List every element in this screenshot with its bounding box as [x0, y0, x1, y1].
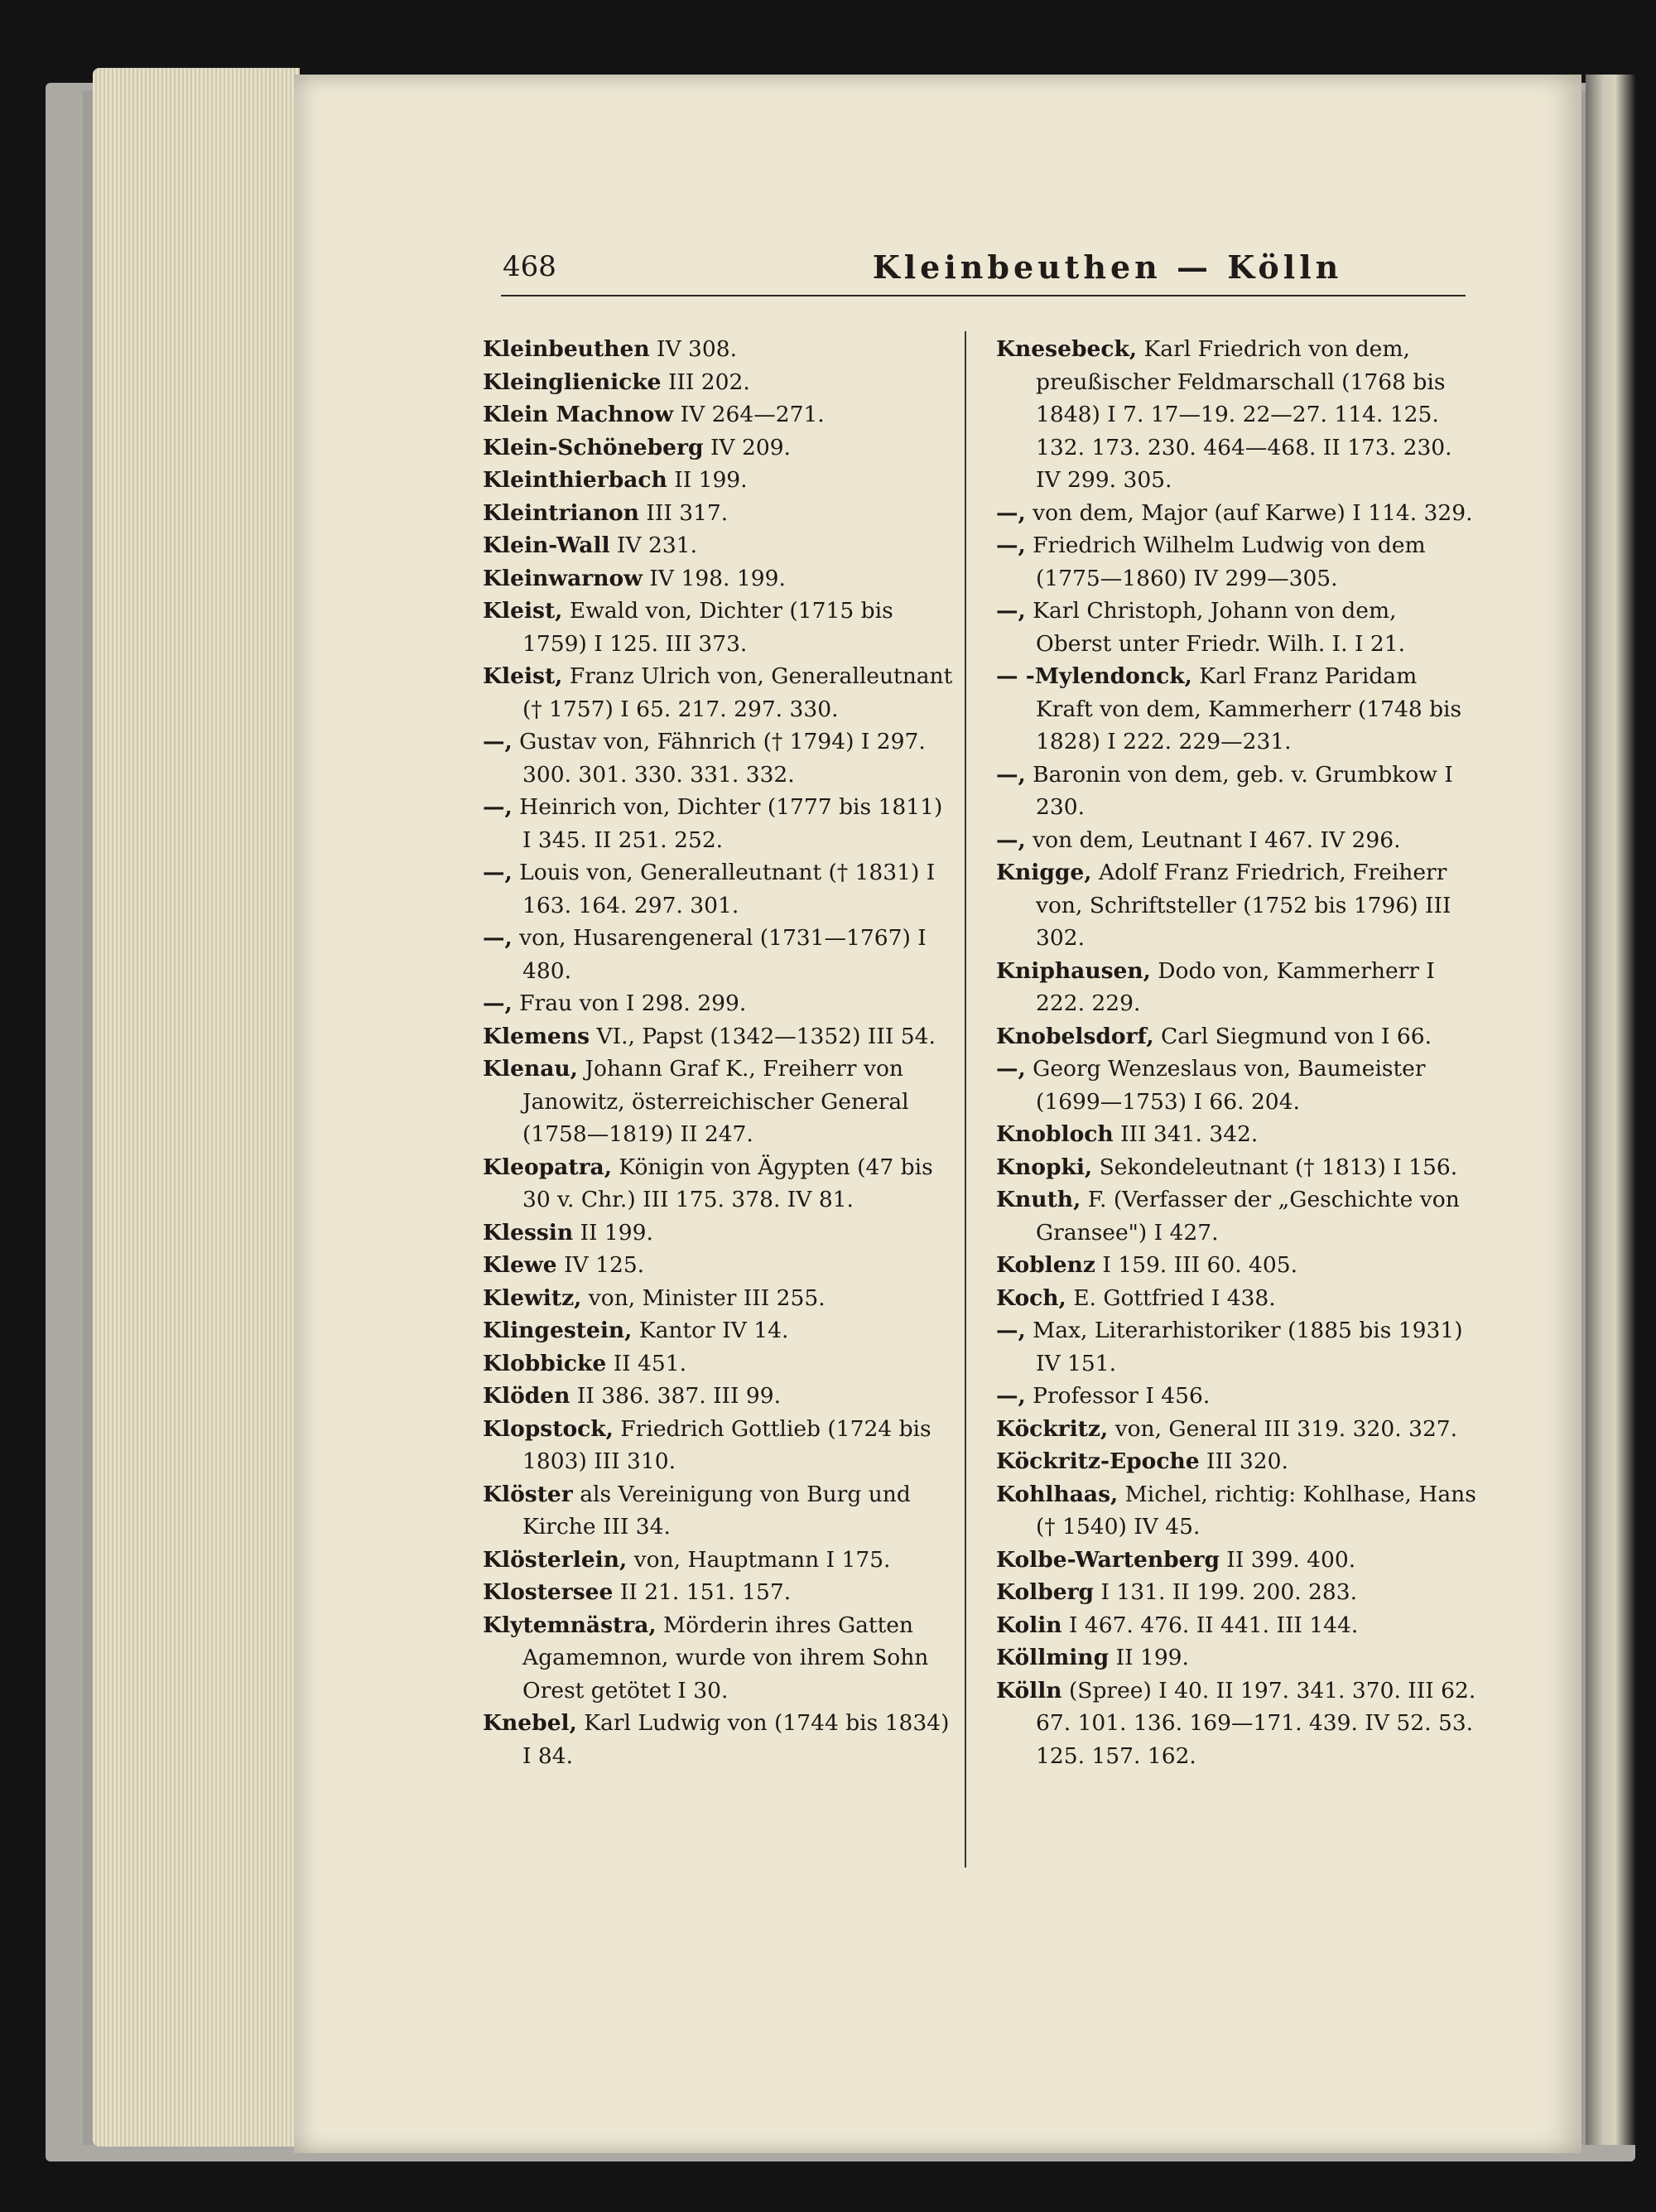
index-entry-lemma: —,: [996, 761, 1026, 788]
index-entry-lemma: Koch,: [996, 1284, 1066, 1311]
index-entry: [483, 1249, 955, 1282]
index-entry: [483, 856, 955, 922]
index-entry-text: Heinrich von, Dichter (1777 bis 1811) I 345. II 251. 252.: [512, 794, 943, 853]
index-entry-lemma: Klein-Schöneberg: [483, 434, 704, 460]
index-entry: [996, 1151, 1476, 1184]
index-entry: [483, 791, 955, 856]
index-entry-lemma: Köllming: [996, 1645, 1110, 1670]
index-entry-text: II 451.: [606, 1350, 687, 1376]
index-entry-text: IV 308.: [649, 336, 738, 362]
index-entry-lemma: Kniphausen,: [996, 957, 1151, 984]
index-entry: [483, 1609, 955, 1708]
index-entry: [996, 1020, 1476, 1053]
index-entry-lemma: Klingestein,: [483, 1318, 633, 1343]
index-entry-text: I 131. II 199. 200. 283.: [1094, 1579, 1358, 1605]
index-entry-text: I 467. 476. II 441. III 144.: [1061, 1612, 1359, 1638]
index-entry-lemma: Kölln: [996, 1677, 1062, 1704]
index-entry: [483, 1544, 955, 1577]
index-entry-text: Dodo von, Kammerherr I 222. 229.: [1036, 957, 1435, 1016]
index-entry-lemma: —,: [996, 1056, 1026, 1082]
index-entry: [483, 562, 955, 595]
index-entry-lemma: Klein-Wall: [483, 533, 610, 558]
index-entry: [483, 1020, 955, 1053]
index-entry-lemma: Koblenz: [996, 1252, 1095, 1278]
index-entry-lemma: Knobelsdorf,: [996, 1023, 1154, 1049]
index-entry-text: (Spree) I 40. II 197. 341. 370. III 62. 67. 101. 136. 169—171. 439. IV 52. 53. 125. 157. 162.: [1036, 1677, 1476, 1769]
index-entry-text: von, Hauptmann I 175.: [627, 1546, 891, 1573]
index-entry: [483, 1282, 955, 1315]
index-column-left: [483, 333, 955, 1772]
index-entry-lemma: Kleinbeuthen: [483, 336, 650, 362]
index-entry: [483, 1707, 955, 1772]
index-entry-lemma: Klopstock,: [483, 1415, 614, 1442]
index-entry: [996, 595, 1476, 660]
index-entry-text: VI., Papst (1342—1352) III 54.: [590, 1023, 936, 1049]
index-entry-text: von, Minister III 255.: [581, 1284, 826, 1311]
index-entry-text: IV 231.: [609, 533, 698, 558]
index-entry-lemma: Kolin: [996, 1612, 1062, 1638]
index-entry-lemma: —,: [483, 925, 513, 951]
index-entry: [483, 1380, 955, 1413]
index-entry-text: E. Gottfried I 438.: [1066, 1284, 1276, 1311]
index-entry-lemma: Kleinglienicke: [483, 369, 662, 395]
index-entry-lemma: Klemens: [483, 1023, 590, 1049]
index-entry-text: Michel, richtig: Kohlhase, Hans († 1540) IV 45.: [1036, 1481, 1476, 1540]
index-entry: [483, 1314, 955, 1347]
index-entry: [483, 1478, 955, 1544]
index-entry-text: Georg Wenzeslaus von, Baumeister (1699—1753) I 66. 204.: [1025, 1056, 1426, 1115]
index-entry-text: II 399. 400.: [1219, 1546, 1356, 1573]
index-entry-text: Johann Graf K., Freiherr von Janowitz, österreichischer General (1758—1819) II 247.: [522, 1056, 909, 1147]
index-entry-text: von dem, Major (auf Karwe) I 114. 329.: [1025, 499, 1473, 526]
index-entry-lemma: Klöster: [483, 1481, 573, 1507]
index-entry-text: Friedrich Gottlieb (1724 bis 1803) III 310.: [522, 1415, 932, 1474]
index-entry: [996, 1478, 1476, 1544]
index-entry: [996, 1249, 1476, 1282]
index-entry-lemma: Kleist,: [483, 663, 563, 689]
index-entry: [996, 824, 1476, 857]
index-entry: [996, 1380, 1476, 1413]
index-entry: [483, 529, 955, 562]
index-entry-lemma: Knebel,: [483, 1710, 577, 1736]
index-entry-text: II 199.: [1109, 1645, 1189, 1670]
index-entry-text: Louis von, Generalleutnant († 1831) I 163. 164. 297. 301.: [512, 860, 936, 918]
index-entry-lemma: Klewe: [483, 1252, 557, 1278]
index-entry: [996, 1544, 1476, 1577]
index-entry-lemma: Kleist,: [483, 598, 563, 624]
page-header: [501, 248, 1466, 296]
index-entry: [483, 725, 955, 791]
index-entry-text: Sekondeleutnant († 1813) I 156.: [1092, 1154, 1458, 1180]
index-entry: [483, 1413, 955, 1478]
index-entry: [996, 1641, 1476, 1675]
index-entry-lemma: Klobbicke: [483, 1350, 607, 1376]
index-entry: [996, 529, 1476, 595]
index-entry-text: Frau von I 298. 299.: [512, 990, 747, 1016]
index-entry: [483, 1151, 955, 1217]
index-entry-text: Carl Siegmund von I 66.: [1153, 1023, 1432, 1049]
index-entry-lemma: —,: [996, 1383, 1026, 1409]
index-entry-lemma: Knuth,: [996, 1187, 1081, 1212]
index-entry-text: III 341. 342.: [1113, 1121, 1259, 1147]
index-entry: [483, 1576, 955, 1609]
index-entry: [483, 366, 955, 399]
index-entry: [483, 398, 955, 431]
index-entry-text: Gustav von, Fähnrich († 1794) I 297. 300. 301. 330. 331. 332.: [512, 729, 926, 788]
index-entry: [996, 955, 1476, 1020]
index-entry: [483, 497, 955, 530]
index-entry-text: Baronin von dem, geb. v. Grumbkow I 230.: [1025, 761, 1453, 820]
index-entry: [996, 1183, 1476, 1249]
index-entry-lemma: — -Mylendonck,: [996, 663, 1192, 689]
index-entry: [996, 1445, 1476, 1478]
running-head: Kleinbeuthen — Kölln: [872, 248, 1343, 286]
index-entry-text: III 202.: [661, 369, 750, 395]
index-entry-lemma: Kleopatra,: [483, 1154, 612, 1180]
index-entry-lemma: Kolbe-Wartenberg: [996, 1546, 1220, 1573]
index-entry: [483, 1347, 955, 1381]
column-divider: [965, 331, 966, 1867]
index-column-right: [996, 333, 1476, 1772]
index-entry-lemma: Knobloch: [996, 1121, 1114, 1147]
index-entry-lemma: Klöden: [483, 1383, 570, 1409]
index-entry-lemma: Klein Machnow: [483, 402, 674, 427]
index-entry: [483, 595, 955, 660]
index-entry-lemma: Knopki,: [996, 1154, 1093, 1180]
index-entry-text: F. (Verfasser der „Geschichte von Gransee") I 427.: [1036, 1187, 1460, 1246]
index-entry-lemma: Klösterlein,: [483, 1546, 628, 1573]
index-entry-text: I 159. III 60. 405.: [1095, 1252, 1298, 1278]
index-entry: [996, 497, 1476, 530]
index-entry: [996, 1675, 1476, 1773]
index-entry: [483, 660, 955, 725]
index-entry-text: II 21. 151. 157.: [613, 1579, 792, 1605]
index-entry-text: Mörderin ihres Gatten Agamemnon, wurde von ihrem Sohn Orest getötet I 30.: [522, 1612, 929, 1704]
index-entry-text: III 320.: [1199, 1448, 1288, 1474]
index-entry: [996, 1053, 1476, 1118]
index-entry-lemma: —,: [483, 860, 513, 885]
book-page: [294, 75, 1581, 2153]
index-entry-lemma: —,: [996, 499, 1026, 526]
index-entry-text: IV 125.: [556, 1252, 645, 1278]
index-entry: [996, 1609, 1476, 1642]
index-entry-text: Friedrich Wilhelm Ludwig von dem (1775—1860) IV 299—305.: [1025, 533, 1426, 591]
index-entry: [483, 464, 955, 497]
index-entry-text: IV 209.: [703, 434, 791, 460]
index-entry-text: als Vereinigung von Burg und Kirche III 34.: [522, 1481, 911, 1540]
index-entry-text: von, Husarengeneral (1731—1767) I 480.: [512, 925, 927, 984]
page-edges: [93, 68, 300, 2147]
index-entry-lemma: Knigge,: [996, 860, 1092, 885]
index-entry: [996, 1314, 1476, 1380]
index-entry: [483, 1217, 955, 1250]
index-entry: [996, 660, 1476, 759]
index-entry: [996, 1413, 1476, 1446]
index-entry-text: von, General III 319. 320. 327.: [1108, 1415, 1458, 1442]
index-entry-lemma: Kleinwarnow: [483, 565, 643, 591]
index-entry-lemma: Köckritz,: [996, 1415, 1109, 1442]
index-entry: [996, 856, 1476, 955]
index-entry: [483, 333, 955, 366]
index-entry-lemma: —,: [483, 794, 513, 820]
index-entry-text: Professor I 456.: [1025, 1383, 1211, 1409]
index-entry-lemma: Kleinthierbach: [483, 467, 667, 493]
index-entry-lemma: Kohlhaas,: [996, 1481, 1119, 1507]
index-entry: [996, 1118, 1476, 1151]
index-entry: [483, 1053, 955, 1151]
index-entry-text: von dem, Leutnant I 467. IV 296.: [1025, 826, 1401, 853]
index-entry-text: Karl Franz Paridam Kraft von dem, Kammerherr (1748 bis 1828) I 222. 229—231.: [1036, 663, 1462, 754]
index-entry-lemma: Klessin: [483, 1219, 574, 1246]
index-entry-lemma: —,: [996, 598, 1026, 624]
index-entry-text: Karl Ludwig von (1744 bis 1834) I 84.: [522, 1710, 950, 1769]
index-entry: [996, 333, 1476, 497]
index-entry-text: Adolf Franz Friedrich, Freiherr von, Schriftsteller (1752 bis 1796) III 302.: [1036, 860, 1451, 951]
index-entry: [996, 1576, 1476, 1609]
index-entry-text: II 199.: [573, 1219, 653, 1246]
index-entry-text: II 386. 387. III 99.: [570, 1383, 782, 1409]
index-entry-text: Kantor IV 14.: [632, 1318, 789, 1343]
index-entry: [996, 1282, 1476, 1315]
index-entry-lemma: —,: [483, 729, 513, 754]
index-entry-lemma: Kleintrianon: [483, 499, 639, 526]
index-entry-lemma: Klostersee: [483, 1579, 614, 1605]
index-entry-lemma: Klytemnästra,: [483, 1612, 657, 1638]
page-number: 468: [503, 250, 556, 283]
index-entry-text: IV 198. 199.: [643, 565, 786, 591]
facing-page-edge: [1586, 75, 1635, 2145]
index-entry-lemma: Knesebeck,: [996, 336, 1138, 362]
index-entry-text: IV 264—271.: [673, 402, 825, 427]
index-entry-text: Franz Ulrich von, Generalleutnant († 1757) I 65. 217. 297. 330.: [522, 663, 953, 722]
index-entry-text: Karl Friedrich von dem, preußischer Feldmarschall (1768 bis 1848) I 7. 17—19. 22—27. 114. 125. 132. 173. 230. 464—468. II 173. 230. IV 299. 305.: [1036, 336, 1452, 493]
index-entry: [483, 922, 955, 987]
index-entry-lemma: Kolberg: [996, 1579, 1095, 1605]
index-entry-text: II 199.: [667, 467, 748, 493]
index-entry: [996, 759, 1476, 824]
index-entry-lemma: —,: [996, 533, 1026, 558]
index-entry-text: Königin von Ägypten (47 bis 30 v. Chr.) III 175. 378. IV 81.: [522, 1154, 933, 1212]
index-entry-text: Max, Literarhistoriker (1885 bis 1931) IV 151.: [1025, 1318, 1463, 1376]
index-entry-text: Karl Christoph, Johann von dem, Oberst unter Friedr. Wilh. I. I 21.: [1025, 598, 1406, 657]
index-entry-lemma: Klewitz,: [483, 1284, 582, 1311]
index-entry: [483, 431, 955, 465]
index-entry-text: Ewald von, Dichter (1715 bis 1759) I 125. III 373.: [522, 598, 893, 657]
index-entry-lemma: —,: [996, 1318, 1026, 1343]
index-entry-text: III 317.: [638, 499, 729, 526]
index-entry-lemma: Klenau,: [483, 1056, 578, 1082]
index-entry-lemma: Köckritz-Epoche: [996, 1448, 1200, 1474]
index-entry-lemma: —,: [483, 990, 513, 1016]
index-entry: [483, 987, 955, 1020]
index-entry-lemma: —,: [996, 826, 1026, 853]
